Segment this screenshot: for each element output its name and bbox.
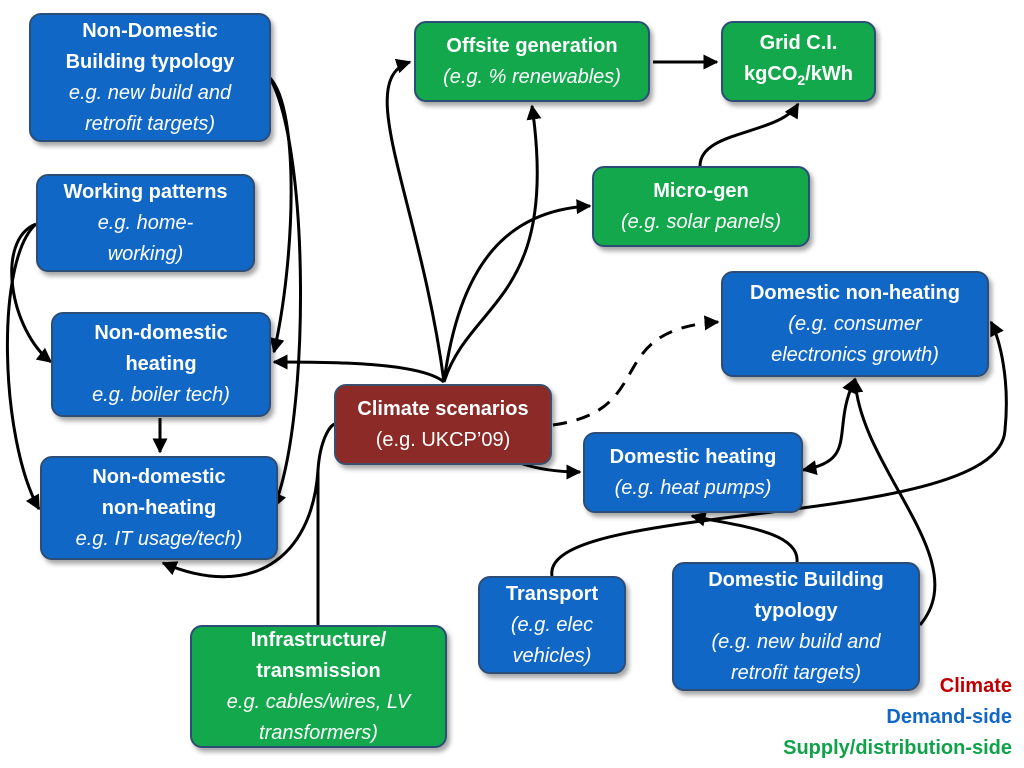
node-transport: [478, 576, 626, 674]
node-title: Offsite generation: [446, 34, 618, 57]
node-title: Grid C.I.: [759, 31, 838, 54]
node-infrastructure-transmission: [190, 625, 447, 748]
unit-main: kgCO: [744, 62, 798, 85]
node-example-line2: retrofit targets): [730, 661, 862, 684]
node-title: Domestic non-heating: [749, 281, 960, 304]
node-non-domestic-non-heating: [40, 456, 278, 560]
legend-climate: Climate: [939, 675, 1012, 697]
node-grid-carbon-intensity: [721, 21, 876, 102]
node-title-line2: non-heating: [101, 496, 217, 519]
node-working-patterns: [36, 174, 255, 272]
node-title: Domestic heating: [609, 445, 777, 468]
legend-supply-side: Supply/distribution-side: [783, 737, 1012, 759]
node-title: Domestic Building: [708, 568, 884, 591]
node-example: (e.g. solar panels): [620, 210, 782, 233]
node-climate-scenarios: [334, 384, 552, 465]
node-title: Climate scenarios: [357, 397, 529, 420]
node-example: e.g. new build and: [68, 81, 232, 104]
node-example: e.g. IT usage/tech): [75, 527, 243, 550]
node-example-line2: retrofit targets): [84, 112, 216, 135]
node-example-line2: vehicles): [512, 644, 592, 667]
node-non-domestic-heating: [51, 312, 271, 417]
edge-infrastructure-to-nd-non-heating: [318, 424, 335, 625]
node-title: Transport: [505, 582, 599, 605]
node-example-line2: transformers): [259, 721, 378, 744]
node-example-line2: working): [107, 242, 184, 265]
node-title: Micro-gen: [653, 179, 749, 202]
node-example: e.g. boiler tech): [92, 384, 230, 406]
node-title-line2: typology: [754, 599, 838, 622]
node-example: (e.g. consumer: [788, 312, 922, 335]
node-example: (e.g. % renewables): [443, 65, 621, 88]
edge-climate-to-micro-gen: [444, 206, 590, 382]
node-title-line2: Building typology: [65, 50, 235, 73]
legend-demand-side: Demand-side: [886, 706, 1012, 728]
node-title: Non-Domestic: [82, 19, 218, 42]
unit-rest: /kWh: [805, 62, 853, 85]
edge-dom-typology-to-dom-heating: [692, 516, 797, 562]
node-example-line2: electronics growth): [771, 343, 939, 366]
edge-micro-gen-to-grid: [700, 104, 798, 166]
edge-climate-to-offsite-bottom: [444, 106, 537, 382]
node-example: (e.g. UKCP’09): [375, 428, 511, 451]
node-title-line2: heating: [125, 353, 197, 375]
node-example: e.g. home-: [97, 211, 194, 234]
unit-subscript: 2: [797, 71, 806, 88]
node-example: (e.g. elec: [510, 613, 594, 636]
node-example: (e.g. new build and: [711, 630, 881, 653]
node-title: Non-domestic: [92, 465, 226, 488]
node-non-domestic-building-typology: [29, 13, 271, 142]
edge-climate-to-dom-non-heating: [553, 322, 718, 425]
node-unit: [744, 59, 853, 96]
node-offsite-generation: [414, 21, 650, 102]
node-micro-gen: [592, 166, 810, 247]
legend: [783, 671, 1012, 764]
edge-climate-to-offsite-generation: [387, 62, 444, 382]
node-title: Working patterns: [63, 180, 228, 203]
node-domestic-heating: [583, 432, 803, 513]
node-domestic-non-heating: [721, 271, 989, 377]
node-example: (e.g. heat pumps): [614, 476, 772, 499]
edge-dom-heating-dom-non-heating: [803, 379, 855, 470]
node-title-line2: transmission: [256, 659, 381, 682]
node-example: e.g. cables/wires, LV: [226, 690, 411, 713]
node-title: Non-domestic: [94, 322, 228, 344]
edge-nd-typology-to-nd-heating: [270, 78, 291, 352]
node-title: Infrastructure/: [250, 628, 387, 651]
